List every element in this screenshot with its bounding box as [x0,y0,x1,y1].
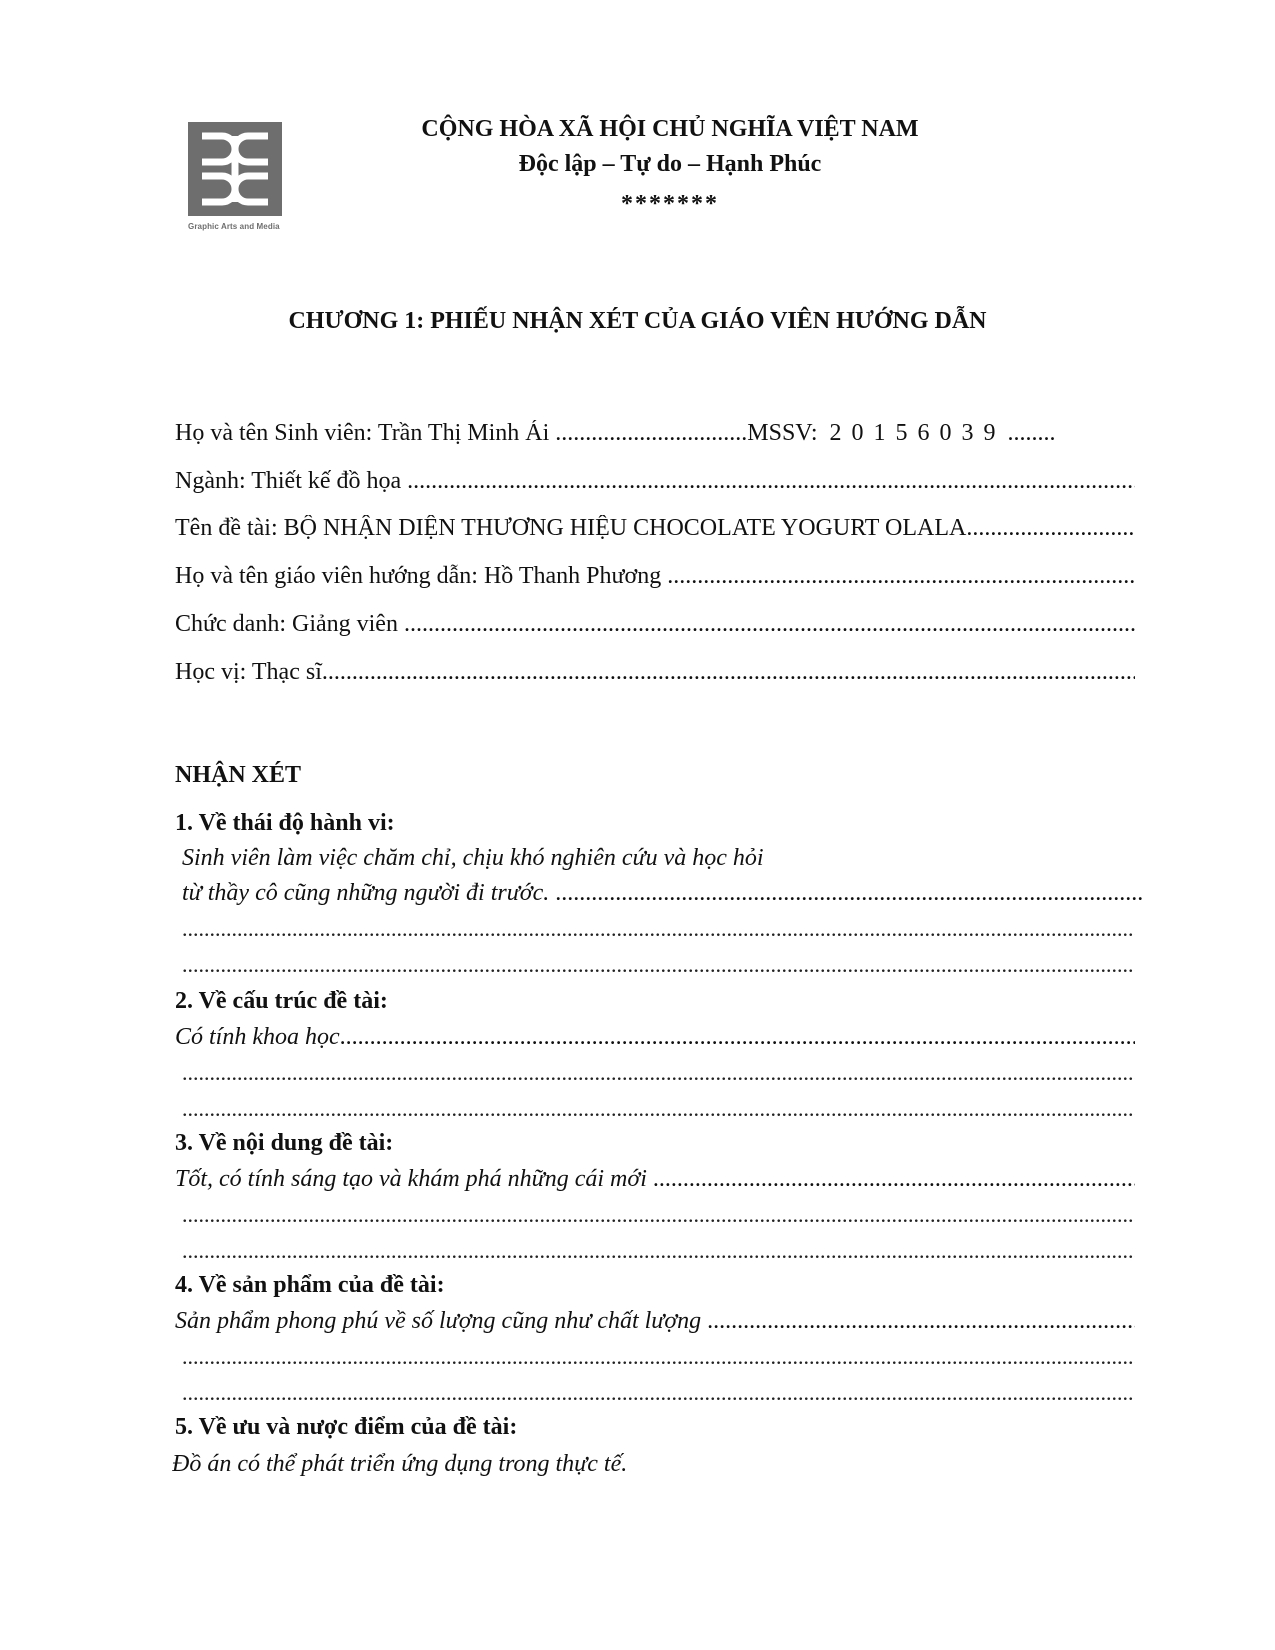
section-1-line-2 [182,880,1142,907]
topic-row [175,515,1135,542]
major-text: Ngành: Thiết kế đồ họa [175,468,408,494]
student-name-label: Họ và tên Sinh viên: Trần Thị Minh Ái [175,420,556,446]
teacher-text: Họ và tên giáo viên hướng dẫn: Hồ Thanh Phương [175,563,668,589]
section-2-line-1-text: Có tính khoa học [175,1024,340,1050]
teacher-row [175,563,1135,590]
section-1-heading: 1. Về thái độ hành vi: [175,810,395,836]
topic-dots [966,515,1135,541]
section-3-line-1 [175,1166,1135,1193]
section-3-line-1-text: Tốt, có tính sáng tạo và khám phá những cái mới [175,1166,653,1192]
topic-text: Tên đề tài: BỘ NHẬN DIỆN THƯƠNG HIỆU CHOCOLATE YOGURT OLALA [175,515,967,541]
mssv-label: MSSV: [747,420,824,446]
blank-dotted-line [182,1380,1135,1410]
mssv-dots: ........ [1007,420,1056,446]
major-dots [407,468,1135,494]
blank-dotted-line [182,1344,1135,1374]
degree-row [175,659,1135,686]
degree-text: Học vị: Thạc sĩ [175,659,322,685]
student-row [175,420,1135,447]
review-title: NHẬN XÉT [175,762,302,788]
graphic-arts-media-logo [188,122,282,216]
section-4-line-1-text: Sản phẩm phong phú về số lượng cũng như chất lượng [175,1308,708,1334]
section-3-line-1-dots [653,1166,1135,1192]
chapter-title: CHƯƠNG 1: PHIẾU NHẬN XÉT CỦA GIÁO VIÊN HƯỚNG DẪN [288,308,987,334]
logo-mark-icon [188,122,282,216]
position-dots [404,611,1135,637]
section-5-heading: 5. Về ưu và nược điểm của đề tài: [175,1414,518,1440]
blank-dotted-line [182,1096,1135,1126]
student-dots: ................................ [555,420,748,446]
mssv-value: 2 0 1 5 6 0 3 9 [829,420,998,446]
logo-caption: Graphic Arts and Media [188,222,280,231]
section-3-heading: 3. Về nội dung đề tài: [175,1130,394,1156]
section-4-line-1-dots [707,1308,1135,1334]
position-row [175,611,1135,638]
blank-dotted-line [182,952,1135,982]
blank-dotted-line [182,1202,1135,1232]
section-1-line-1: Sinh viên làm việc chăm chỉ, chịu khó nghiên cứu và học hỏi [182,845,764,871]
major-row [175,468,1135,495]
blank-dotted-line [182,1060,1135,1090]
section-1-line-2-dots [555,880,1142,906]
teacher-dots [667,563,1135,589]
section-4-line-1 [175,1308,1135,1335]
degree-dots [322,659,1135,685]
national-title: CỘNG HÒA XÃ HỘI CHỦ NGHĨA VIỆT NAM [421,116,919,142]
blank-dotted-line [182,916,1135,946]
header-stars: ******* [621,191,719,217]
section-2-line-1 [175,1024,1135,1051]
section-1-line-2-text: từ thầy cô cũng những người đi trước. [182,880,556,906]
section-4-heading: 4. Về sản phẩm của đề tài: [175,1272,445,1298]
position-text: Chức danh: Giảng viên [175,611,404,637]
national-motto: Độc lập – Tự do – Hạnh Phúc [518,151,822,177]
section-2-line-1-dots [340,1024,1135,1050]
section-5-line-1: Đồ án có thể phát triển ứng dụng trong thực tế. [172,1451,628,1477]
section-2-heading: 2. Về cấu trúc đề tài: [175,988,388,1014]
blank-dotted-line [182,1238,1135,1268]
